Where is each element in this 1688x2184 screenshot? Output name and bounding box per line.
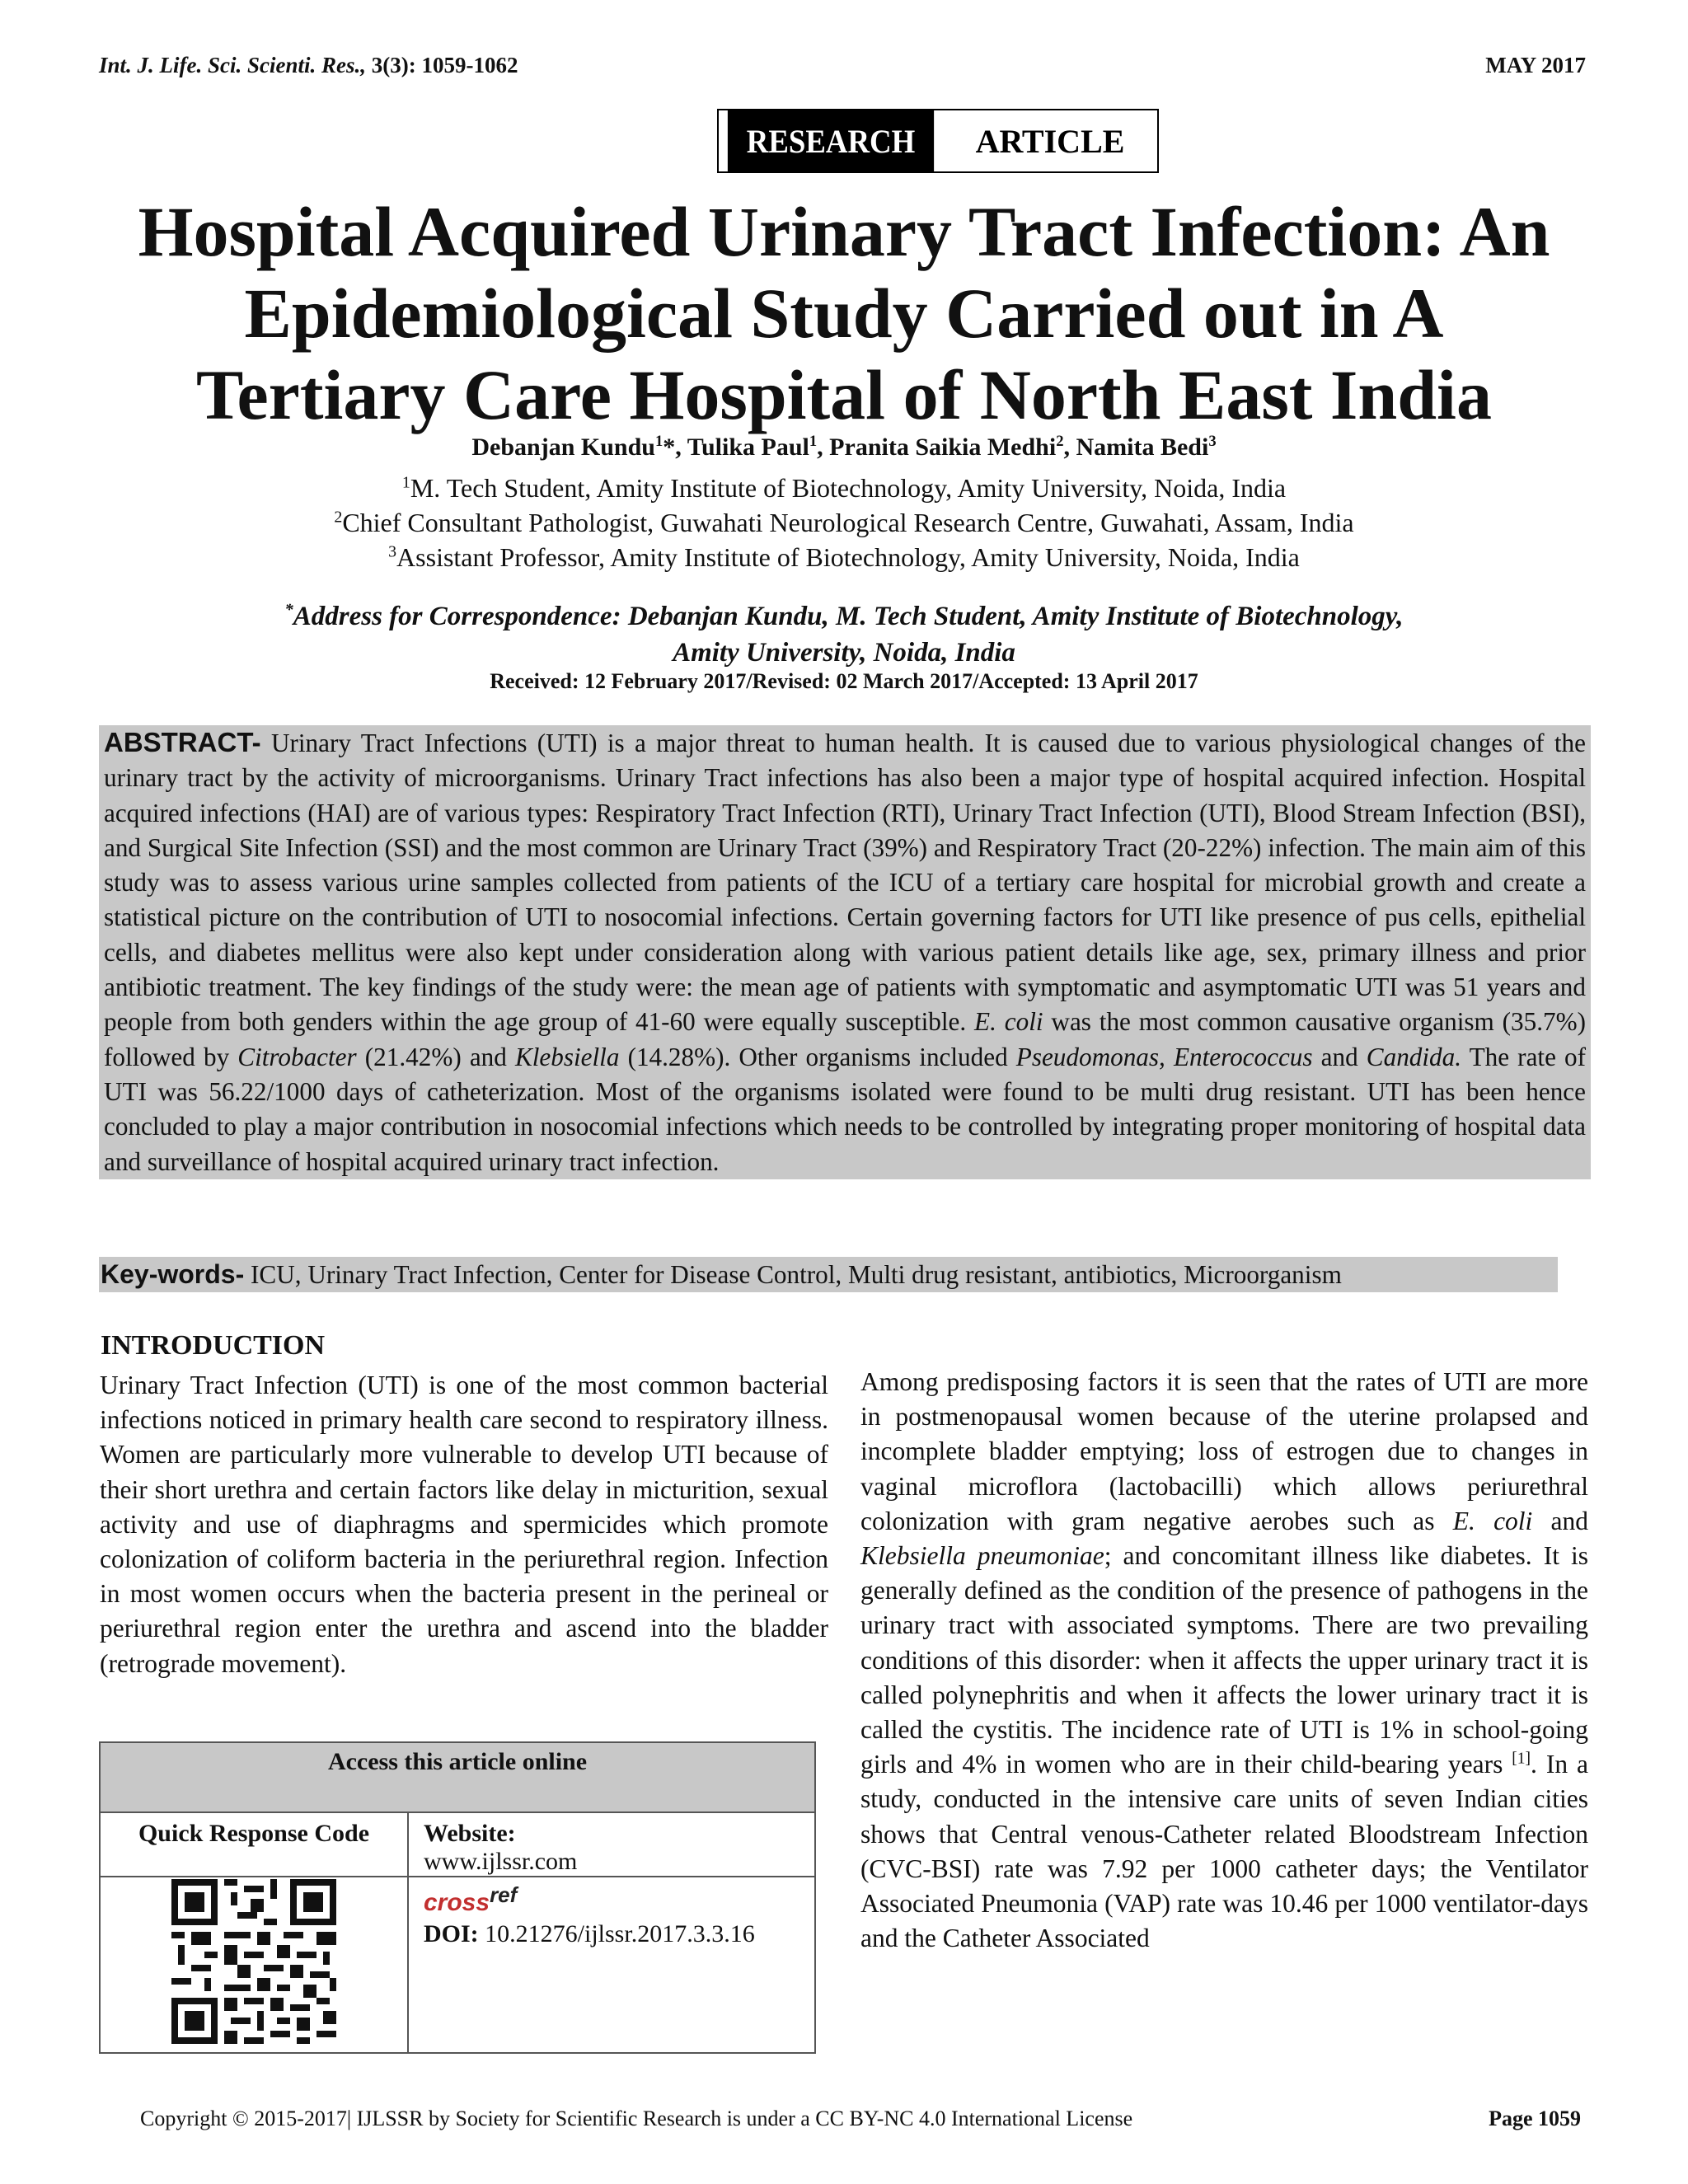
abstract-text: (14.28%). Other organisms included <box>619 1042 1016 1071</box>
abstract-italic: Citrobacter <box>237 1042 357 1071</box>
journal-citation <box>99 53 518 78</box>
author-sup: 2 <box>1056 433 1064 450</box>
author-name: Debanjan Kundu <box>471 434 655 461</box>
abstract-italic: Candida. <box>1366 1042 1462 1071</box>
keywords-block <box>99 1257 1558 1292</box>
correspondence-line-1 <box>0 598 1688 635</box>
citation-ref[interactable]: [1] <box>1512 1750 1531 1768</box>
qr-code-icon[interactable] <box>171 1879 336 2044</box>
correspondence <box>0 598 1688 671</box>
article-dates: Received: 12 February 2017/Revised: 02 March 2017/Accepted: 13 April 2017 <box>490 669 1198 693</box>
qr-cell <box>100 1877 408 2053</box>
title-line-3: Tertiary Care Hospital of North East India <box>196 355 1492 434</box>
author-sup: 3 <box>1208 433 1217 450</box>
website-cell <box>408 1812 815 1877</box>
article-type-badge <box>717 109 1159 173</box>
website-link[interactable]: www.ijlssr.com <box>424 1848 578 1875</box>
author-sup: 1 <box>809 433 818 450</box>
qr-label: Quick Response Code <box>100 1812 408 1877</box>
badge-research: RESEARCH <box>728 110 934 171</box>
body-text: Among predisposing factors it is seen that the rates of UTI are more in postmenopausal women because of the uterine prolapsed and incomplete bladder emptying; loss of estrogen due to changes in vaginal microflora (lactobacilli) which allows periurethral colonization with gram negative aerobes such as <box>860 1367 1588 1535</box>
introduction-right-column <box>860 1365 1588 1956</box>
access-online-box <box>99 1741 816 2054</box>
crossref-logo <box>424 1882 804 1917</box>
abstract-text: and <box>1312 1042 1367 1071</box>
affiliation-2 <box>0 505 1688 540</box>
doi-label: DOI: <box>424 1920 479 1947</box>
affil-sup: 2 <box>334 508 343 527</box>
author-name: Pranita Saikia Medhi <box>829 434 1057 461</box>
correspondence-text: Address for Correspondence: Debanjan Kundu, M. Tech Student, Amity Institute of Biotechnology, <box>293 602 1404 631</box>
affiliation-1 <box>0 471 1688 505</box>
journal-name: Int. J. Life. Sci. Scienti. Res., <box>99 53 366 77</box>
abstract-heading: ABSTRACT- <box>104 727 261 757</box>
keywords-text: ICU, Urinary Tract Infection, Center for Disease Control, Multi drug resistant, antibiotics, Microorganism <box>244 1260 1342 1289</box>
affil-text: M. Tech Student, Amity Institute of Biotechnology, Amity University, Noida, India <box>410 473 1287 503</box>
author-sup: 1 <box>654 433 663 450</box>
introduction-heading: INTRODUCTION <box>101 1330 326 1361</box>
body-italic: E. coli <box>1452 1506 1533 1535</box>
abstract-italic: Pseudomonas, Enterococcus <box>1015 1042 1313 1071</box>
body-italic: Klebsiella pneumoniae <box>860 1541 1104 1571</box>
issue-month: MAY 2017 <box>1485 53 1586 77</box>
body-text: and <box>1532 1506 1589 1535</box>
access-heading: Access this article online <box>100 1742 815 1812</box>
keywords-heading: Key-words- <box>101 1259 245 1289</box>
author-name: Namita Bedi <box>1076 434 1209 461</box>
correspondence-line-2: Amity University, Noida, India <box>673 638 1015 668</box>
website-label: Website: <box>424 1820 516 1847</box>
crossref-part-a: cross <box>424 1889 490 1916</box>
abstract-italic: Klebsiella <box>514 1042 620 1071</box>
abstract-text: The rate of UTI was 56.22/1000 days of catheterization. Most of the organisms isolated were found to be multi drug resistant. UTI has been hence concluded to play a major contribution in nosocomial infections which needs to be controlled by integrating proper monitoring of hospital data and surveillance of hospital acquired urinary tract infection. <box>104 1042 1587 1176</box>
badge-article: ARTICLE <box>943 110 1157 171</box>
doi-link[interactable]: 10.21276/ijlssr.2017.3.3.16 <box>478 1920 755 1947</box>
author-name: Tulika Paul <box>687 434 809 461</box>
affiliation-3 <box>0 540 1688 574</box>
abstract-text: was the most common causative organism (35.7%) followed by <box>104 1007 1586 1071</box>
abstract-italic: E. coli <box>974 1007 1043 1037</box>
affil-text: Chief Consultant Pathologist, Guwahati Neurological Research Centre, Guwahati, Assam, India <box>342 508 1354 537</box>
abstract-text: Urinary Tract Infections (UTI) is a major threat to human health. It is caused due to various physiological changes of the urinary tract by the activity of microorganisms. Urinary Tract infections has also been a major type of hospital acquired infection. Hospital acquired infections (HAI) are of various types: Respiratory Tract Infection (RTI), Urinary Tract Infection (UTI), Blood Stream Infection (BSI), and Surgical Site Infection (SSI) and the most common are Urinary Tract (39%) and Respiratory Tract (20-22%) infection. The main aim of this study was to assess various urine samples collected from patients of the ICU of a tertiary care hospital for microbial growth and create a statistical picture on the contribution of UTI to nosocomial infections. Certain governing factors for UTI like presence of pus cells, epithelial cells, and diabetes mellitus were also kept under consideration along with various patient details like age, sex, primary illness and prior antibiotic treatment. The key findings of the study were: the mean age of patients with symptomatic and asymptomatic UTI was 51 years and people from both genders within the age group of 41-60 were equally susceptible. <box>104 729 1586 1037</box>
doi-line <box>424 1920 804 1948</box>
doi-cell <box>408 1877 815 2053</box>
paper-title <box>49 191 1639 436</box>
title-line-1: Hospital Acquired Urinary Tract Infection: An <box>138 192 1550 271</box>
correspondence-sup: * <box>284 601 293 619</box>
affil-sup: 1 <box>401 473 410 492</box>
abstract-text: (21.42%) and <box>356 1042 515 1071</box>
abstract-block <box>99 725 1591 1179</box>
page-number: Page 1059 <box>1489 2107 1581 2130</box>
affil-sup: 3 <box>388 542 397 561</box>
author-list: Debanjan Kundu$^1$*, Tulika Paul$^1$, Pranita Saikia Medhi$^2$, Namita Bedi$^3$ <box>471 433 1217 461</box>
introduction-left-column: Urinary Tract Infection (UTI) is one of the most common bacterial infections noticed in primary health care second to respiratory illness. Women are particularly more vulnerable to develop UTI because of their short urethra and certain factors like delay in micturition, sexual activity and use of diaphragms and spermicides which promote colonization of coliform bacteria in the periurethral region. Infection in most women occurs when the bacteria present in the perineal or periurethral region enter the urethra and ascend into the bladder (retrograde movement). <box>100 1371 828 1678</box>
copyright-footer: Copyright © 2015-2017| IJLSSR by Society for Scientific Research is under a CC BY-NC 4.0 International License <box>140 2107 1133 2130</box>
affil-text: Assistant Professor, Amity Institute of Biotechnology, Amity University, Noida, India <box>396 542 1300 572</box>
corresponding-mark: * <box>663 434 676 461</box>
crossref-part-b: ref <box>490 1882 518 1907</box>
affiliations <box>0 471 1688 574</box>
body-text: ; and concomitant illness like diabetes. It is generally defined as the condition of the presence of pathogens in the urinary tract with associated symptoms. There are two prevailing conditions of this disorder: when it affects the upper urinary tract it is called polynephritis and when it affects the lower urinary tract it is called the cystitis. The incidence rate of UTI is 1% in school-going girls and 4% in women who are in their child-bearing years <box>860 1541 1588 1779</box>
body-text: . In a study, conducted in the intensive care units of seven Indian cities shows that Central venous-Catheter related Bloodstream Infection (CVC-BSI) rate was 7.92 per 1000 catheter days; the Ventilator Associated Pneumonia (VAP) rate was 10.46 per 1000 ventilator-days and the Catheter Associated <box>860 1750 1588 1953</box>
journal-volume: 3(3): 1059-1062 <box>371 53 518 77</box>
title-line-2: Epidemiological Study Carried out in A <box>244 274 1444 353</box>
